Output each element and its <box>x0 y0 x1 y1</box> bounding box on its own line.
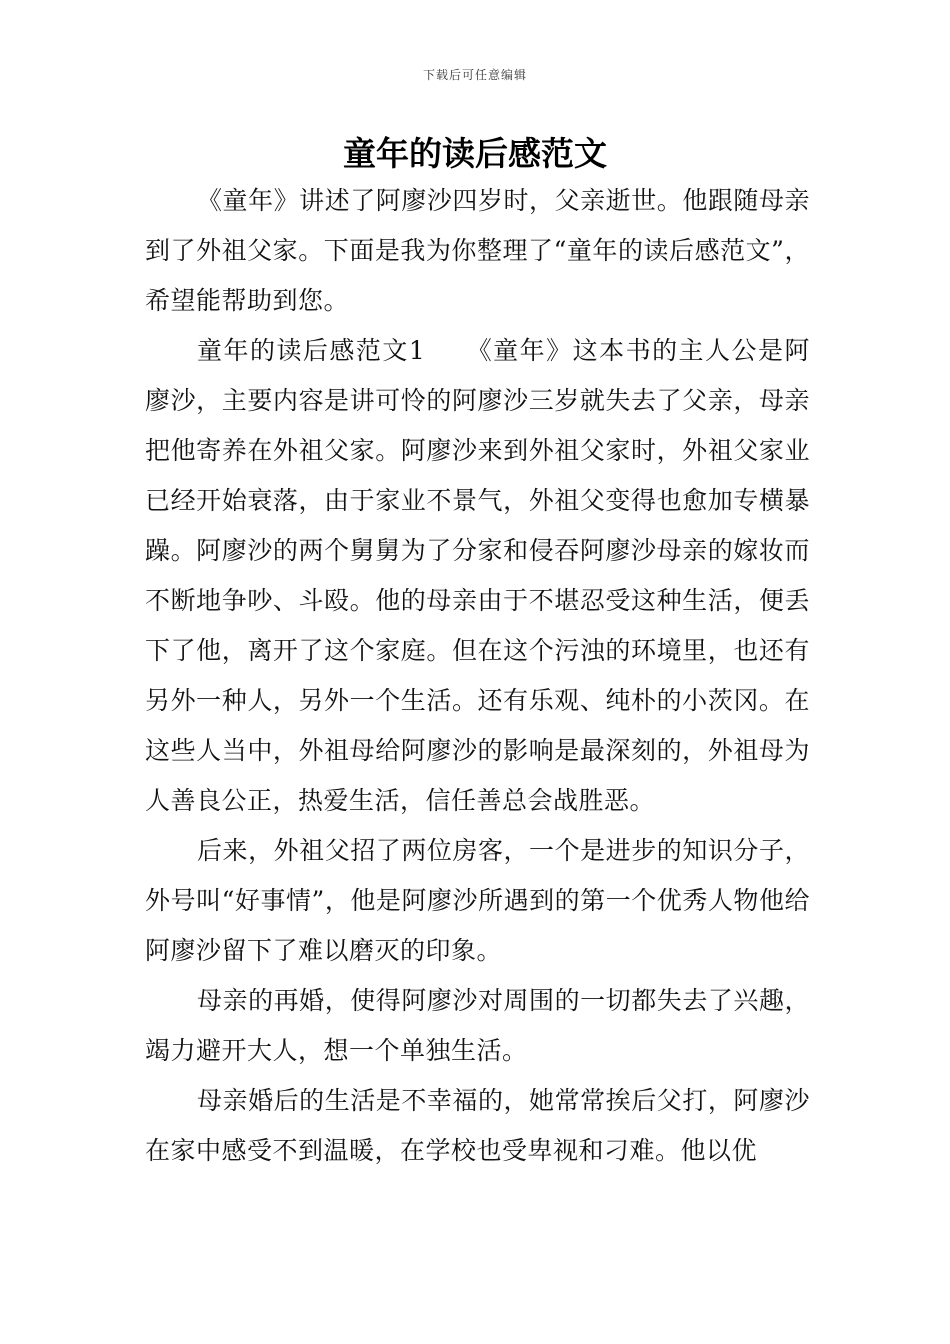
paragraph-lodgers: 后来，外祖父招了两位房客，一个是进步的知识分子，外号叫“好事情”，他是阿廖沙所遇到的第一个优秀人物他给阿廖沙留下了难以磨灭的印象。 <box>145 836 810 965</box>
paragraph-essay-1: 童年的读后感范文1 《童年》这本书的主人公是阿廖沙，主要内容是讲可怜的阿廖沙三岁就失去了父亲，母亲把他寄养在外祖父家。阿廖沙来到外祖父家时，外祖父家业已经开始衰落，由于家业不景气，外祖父变得也愈加专横暴躁。阿廖沙的两个舅舅为了分家和侵吞阿廖沙母亲的嫁妆而不断地争吵、斗殴。他的母亲由于不堪忍受这种生活，便丢下了他，离开了这个家庭。但在这个污浊的环境里，也还有另外一种人，另外一个生活。还有乐观、纯朴的小茨冈。在这些人当中，外祖母给阿廖沙的影响是最深刻的，外祖母为人善良公正，热爱生活，信任善总会战胜恶。 <box>145 336 810 815</box>
paragraph-mother-life: 母亲婚后的生活是不幸福的，她常常挨后父打，阿廖沙在家中感受不到温暖，在学校也受卑视和刁难。他以优 <box>145 1086 810 1165</box>
document-title: 童年的读后感范文 <box>343 134 607 173</box>
paragraph-remarriage: 母亲的再婚，使得阿廖沙对周围的一切都失去了兴趣，竭力避开大人，想一个单独生活。 <box>145 986 810 1065</box>
document-body <box>145 176 810 1176</box>
header-note: 下载后可任意编辑 <box>422 68 527 82</box>
paragraph-intro: 《童年》讲述了阿廖沙四岁时，父亲逝世。他跟随母亲到了外祖父家。下面是我为你整理了“童年的读后感范文”，希望能帮助到您。 <box>145 186 810 315</box>
